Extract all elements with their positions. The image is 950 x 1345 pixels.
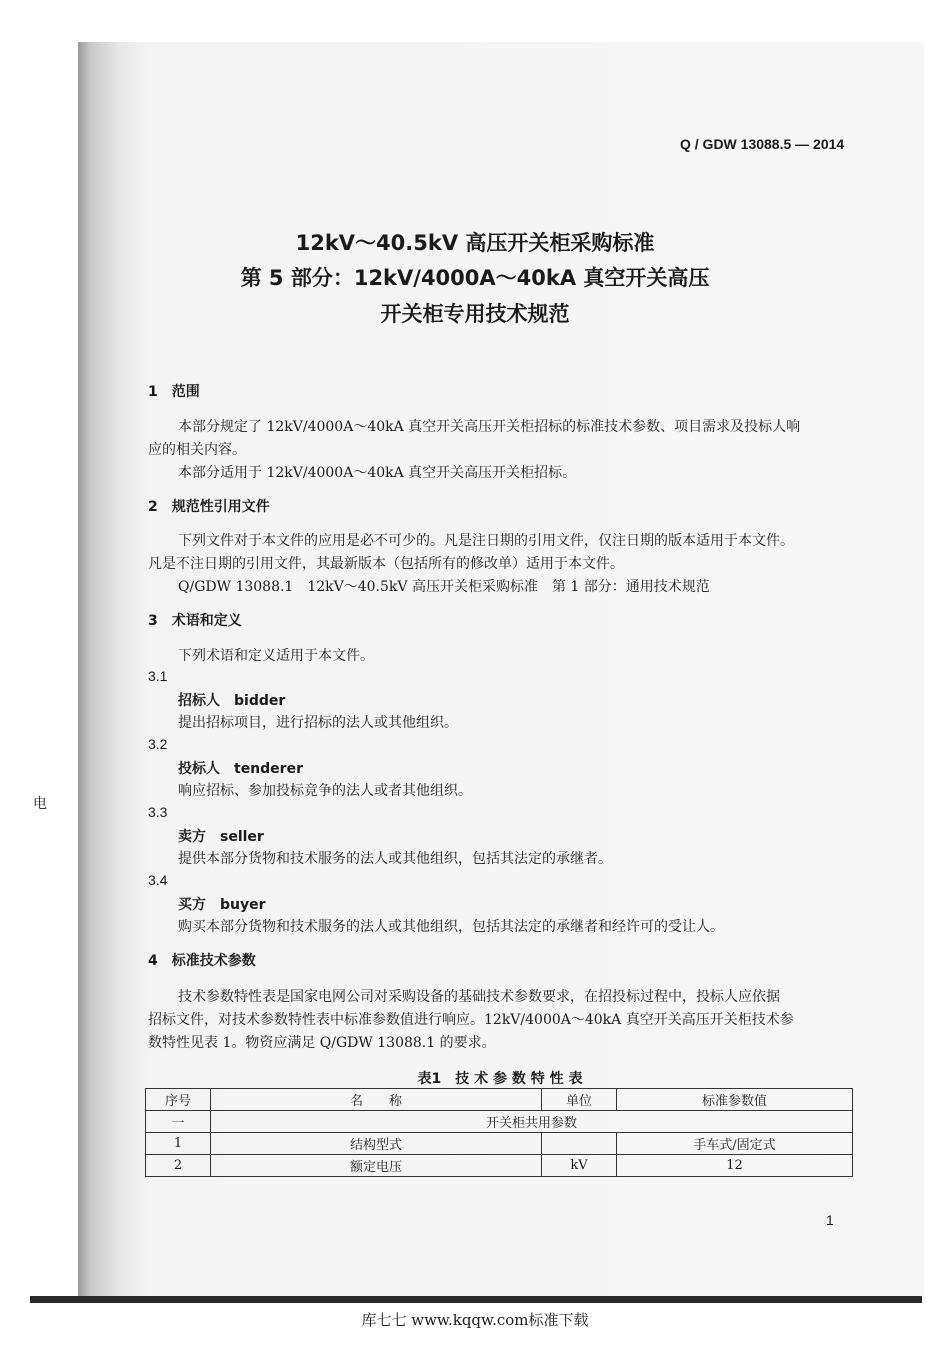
paragraph: 本部分规定了 12kV/4000A～40kA 真空开关高压开关柜招标的标准技术参数、项目需求及投标人响 bbox=[178, 419, 801, 435]
paragraph: 本部分适用于 12kV/4000A～40kA 真空开关高压开关柜招标。 bbox=[178, 465, 577, 481]
cell: 一 bbox=[146, 1111, 211, 1133]
page-number: 1 bbox=[826, 1212, 834, 1228]
cell: 1 bbox=[146, 1133, 211, 1155]
section-number: 4 bbox=[148, 953, 158, 969]
title-line-2: 第 5 部分：12kV/4000A～40kA 真空开关高压 bbox=[240, 266, 710, 290]
section-title: 术语和定义 bbox=[171, 613, 242, 629]
paragraph: 下列术语和定义适用于本文件。 bbox=[178, 648, 374, 664]
paragraph: 下列文件对于本文件的应用是必不可少的。凡是注日期的引用文件，仅注日期的版本适用于本文件。 bbox=[178, 533, 794, 549]
paragraph: 应的相关内容。 bbox=[148, 442, 246, 458]
term: 投标人 tenderer bbox=[178, 761, 303, 777]
section-4-heading bbox=[148, 950, 256, 970]
table-group-row bbox=[146, 1111, 853, 1133]
section-title: 范围 bbox=[171, 384, 200, 400]
term-definition: 购买本部分货物和技术服务的法人或其他组织，包括其法定的承继者和经许可的受让人。 bbox=[178, 919, 724, 935]
paragraph: 凡是不注日期的引用文件，其最新版本（包括所有的修改单）适用于本文件。 bbox=[148, 556, 624, 572]
section-title: 规范性引用文件 bbox=[171, 499, 270, 515]
header-cell: 标准参数值 bbox=[617, 1089, 853, 1111]
table-header-row bbox=[146, 1089, 853, 1111]
table-caption: 表1 技 术 参 数 特 性 表 bbox=[417, 1071, 583, 1087]
footer-watermark: 库七七 www.kqqw.com标准下载 bbox=[361, 1311, 589, 1329]
parameter-table bbox=[145, 1088, 853, 1177]
section-3-heading bbox=[148, 610, 242, 630]
term: 招标人 bidder bbox=[178, 693, 286, 709]
reference: Q/GDW 13088.1 12kV～40.5kV 高压开关柜采购标准 第 1 部分：通用技术规范 bbox=[178, 579, 710, 595]
table-row bbox=[146, 1155, 853, 1177]
section-title: 标准技术参数 bbox=[171, 953, 256, 969]
margin-character: 电 bbox=[33, 796, 47, 812]
cell: 手车式/固定式 bbox=[617, 1133, 853, 1155]
term-definition: 提供本部分货物和技术服务的法人或其他组织，包括其法定的承继者。 bbox=[178, 851, 612, 867]
paragraph: 招标文件，对技术参数特性表中标准参数值进行响应。12kV/4000A～40kA 真空开关高压开关柜技术参 bbox=[148, 1012, 794, 1028]
cell: 额定电压 bbox=[211, 1155, 542, 1177]
header-cell: 单位 bbox=[542, 1089, 617, 1111]
term-definition: 提出招标项目，进行招标的法人或其他组织。 bbox=[178, 715, 458, 731]
term-number: 3.3 bbox=[148, 804, 168, 820]
cell bbox=[542, 1133, 617, 1155]
paragraph: 技术参数特性表是国家电网公司对采购设备的基础技术参数要求，在招投标过程中，投标人应依据 bbox=[178, 989, 780, 1005]
term-number: 3.4 bbox=[148, 872, 168, 888]
section-2-heading bbox=[148, 496, 270, 516]
title-line-1: 12kV～40.5kV 高压开关柜采购标准 bbox=[295, 231, 655, 255]
paragraph: 数特性见表 1。物资应满足 Q/GDW 13088.1 的要求。 bbox=[148, 1035, 496, 1051]
header-cell: 名 称 bbox=[211, 1089, 542, 1111]
term-definition: 响应招标、参加投标竞争的法人或者其他组织。 bbox=[178, 783, 472, 799]
title-line-3: 开关柜专用技术规范 bbox=[380, 302, 570, 326]
scan-edge bbox=[30, 1296, 922, 1303]
cell: 2 bbox=[146, 1155, 211, 1177]
term-number: 3.2 bbox=[148, 736, 168, 752]
section-number: 2 bbox=[148, 499, 158, 515]
table-row bbox=[146, 1133, 853, 1155]
term: 买方 buyer bbox=[178, 897, 266, 913]
term-number: 3.1 bbox=[148, 668, 168, 684]
term: 卖方 seller bbox=[178, 829, 264, 845]
section-number: 1 bbox=[148, 384, 158, 400]
cell: 12 bbox=[617, 1155, 853, 1177]
header-cell: 序号 bbox=[146, 1089, 211, 1111]
standard-number: Q / GDW 13088.5 — 2014 bbox=[680, 136, 845, 152]
cell: 开关柜共用参数 bbox=[211, 1111, 853, 1133]
section-number: 3 bbox=[148, 613, 158, 629]
section-1-heading bbox=[148, 381, 200, 401]
cell: kV bbox=[542, 1155, 617, 1177]
cell: 结构型式 bbox=[211, 1133, 542, 1155]
